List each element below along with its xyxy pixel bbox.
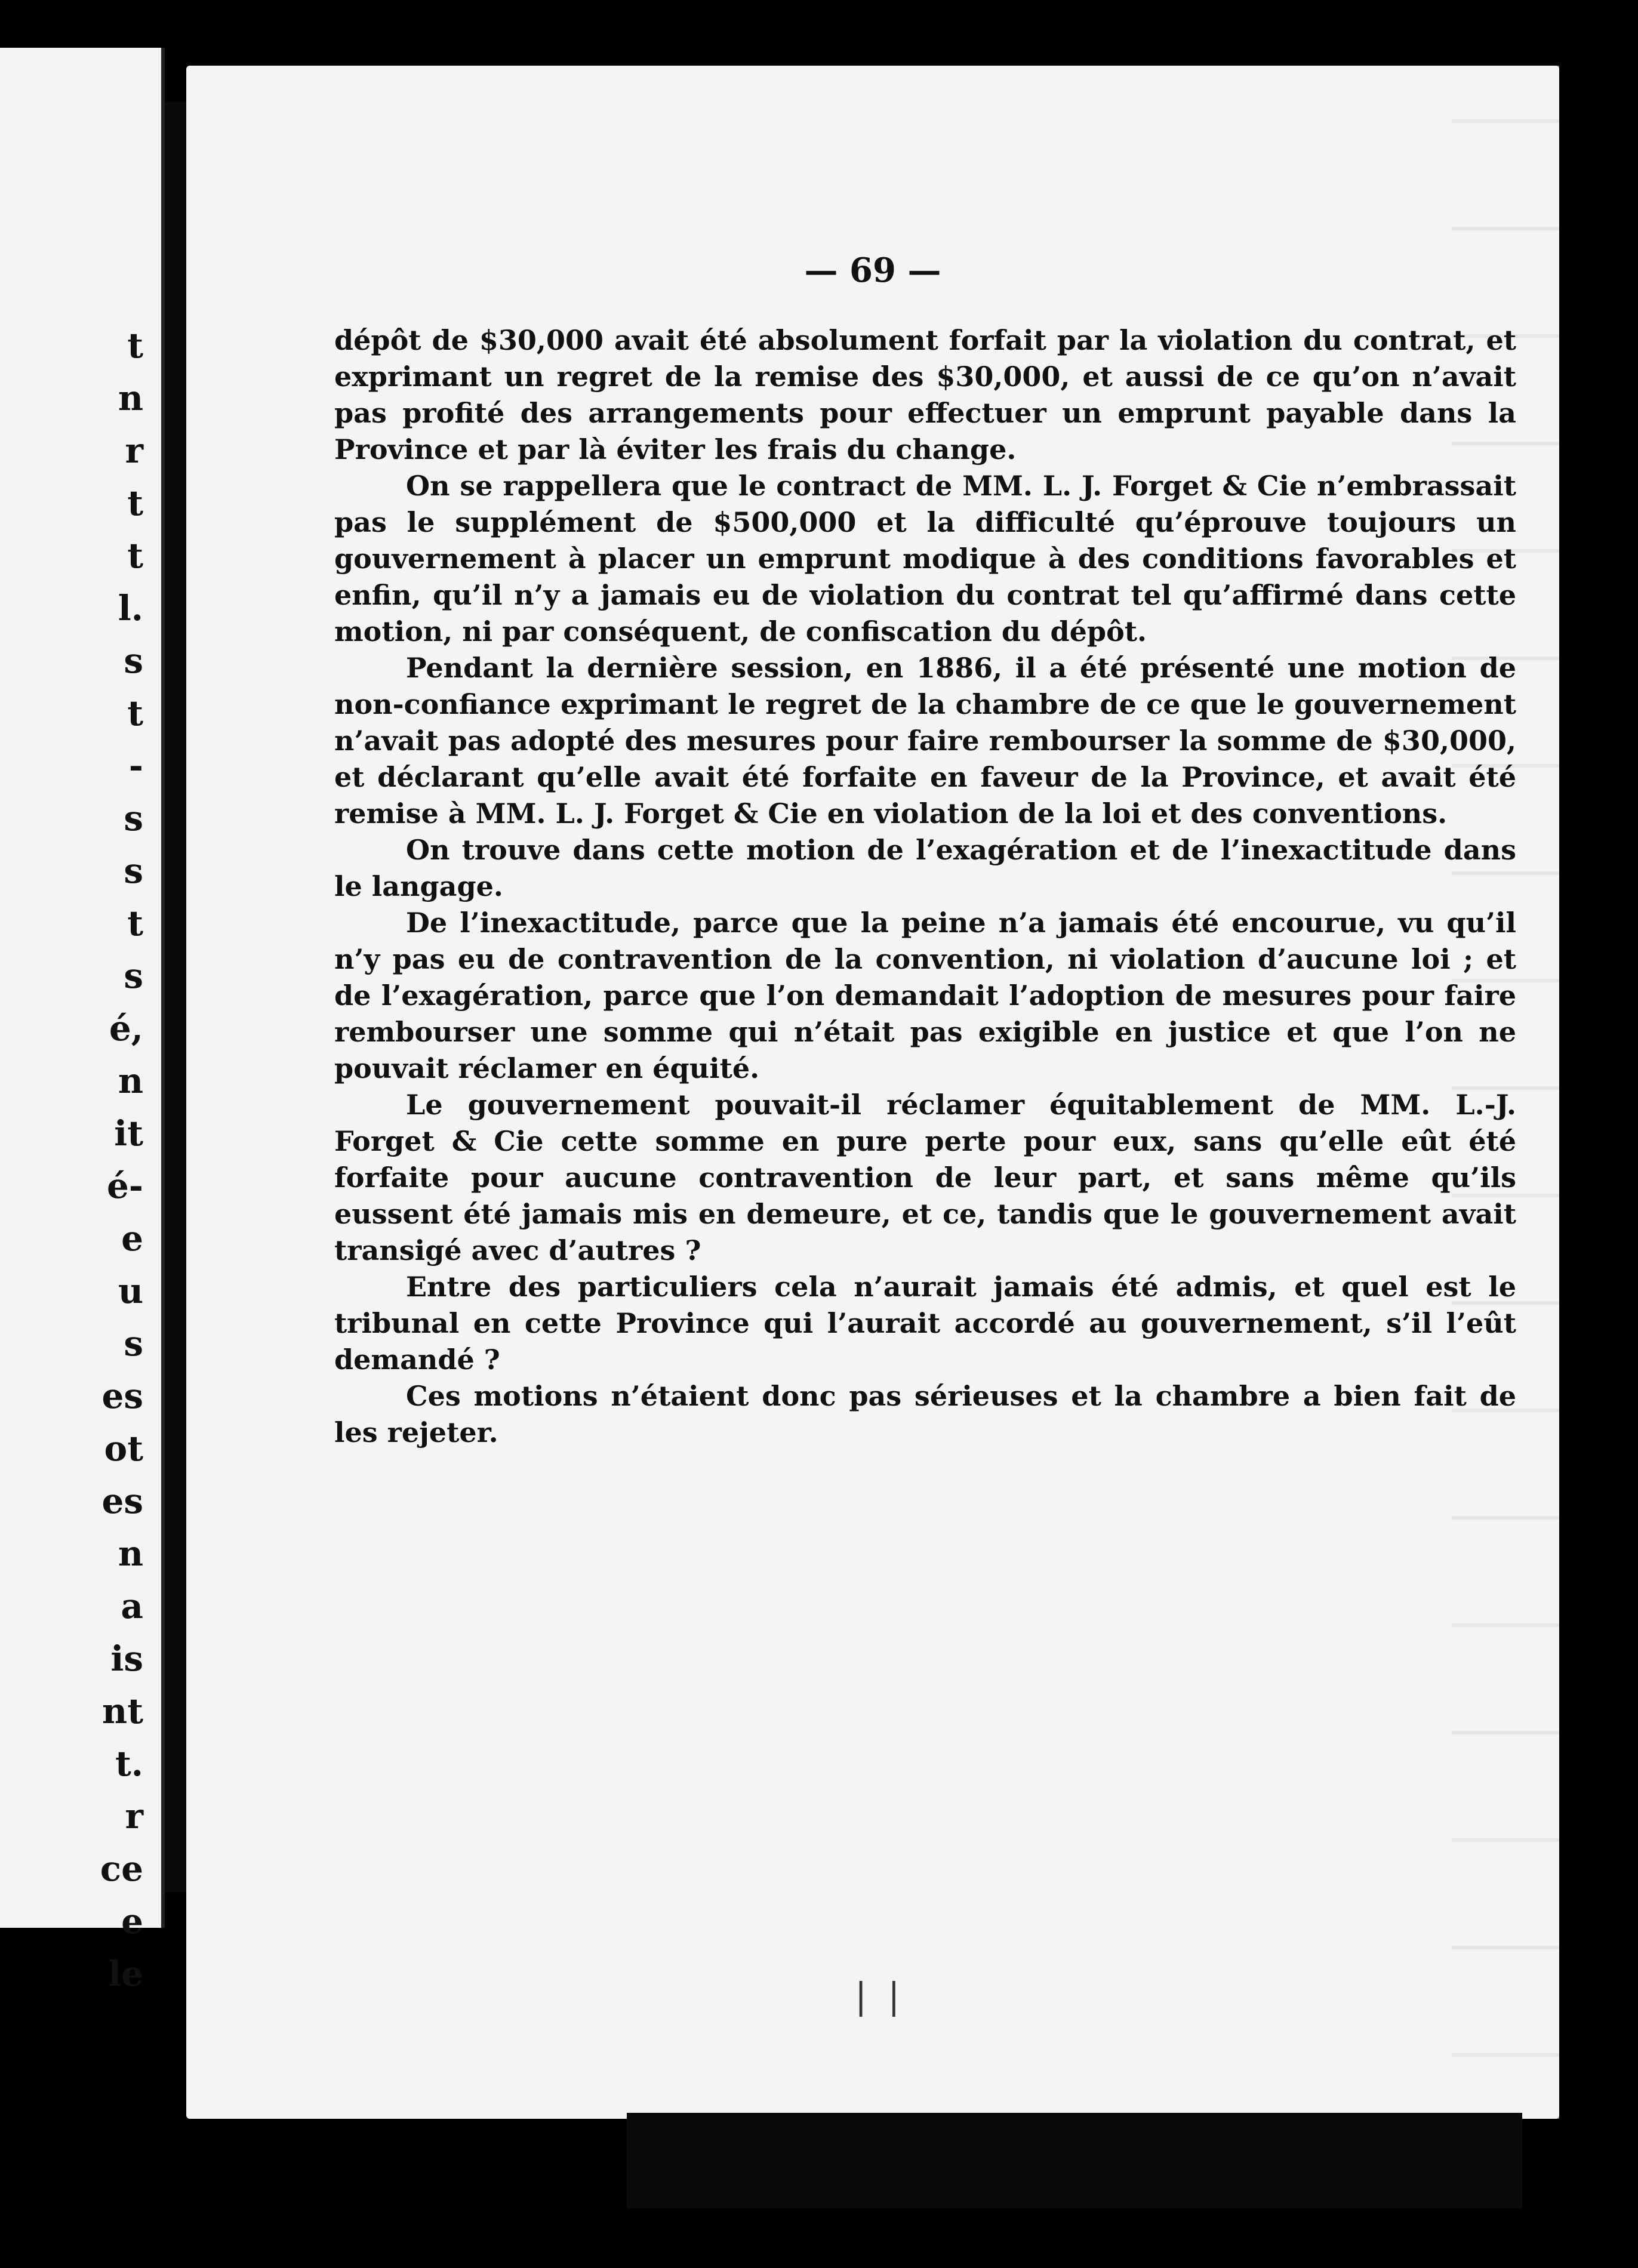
- facing-page-char: s: [124, 850, 143, 891]
- facing-page-edge: [0, 48, 165, 1994]
- facing-page-char: n: [118, 378, 143, 418]
- facing-page-char: a: [121, 1586, 143, 1626]
- facing-page-char: t: [127, 325, 143, 366]
- paragraph: On se rappellera que le contract de MM. L. J. Forget & Cie n’embrassait pas le supplément de $500,000 et la difficulté qu’éprouve toujours un gouvernement à placer un emprunt modique à des conditions favorables et enfin, qu’il n’y a jamais eu de violation du contrat tel qu’affirmé dans cette motion, ni par conséquent, de confiscation du dépôt.: [334, 470, 1516, 648]
- paragraph: Le gouvernement pouvait-il réclamer équitablement de MM. L.-J. Forget & Cie cette somme en pure perte pour eux, sans qu’elle eût été forfaite pour aucune contravention de leur part, et sans même qu’ils eussent été jamais mis en demeure, et ce, tandis que le gouvernement avait transigé avec d’autres ?: [334, 1089, 1516, 1266]
- ink-mark: | |: [855, 1976, 905, 2017]
- facing-page-char: es: [101, 1376, 143, 1416]
- facing-page-char: n: [118, 1533, 143, 1574]
- page-curl-shadow: [627, 2113, 1522, 2208]
- paragraph: De l’inexactitude, parce que la peine n’a jamais été encourue, vu qu’il n’y pas eu de contravention de la convention, ni violation d’aucune loi ; et de l’exagération, parce que l’on demandait l’adoption de mesures pour faire rembourser une somme qui n’était pas exigible en justice et que l’on ne pouvait réclamer en équité.: [334, 907, 1516, 1084]
- facing-page-char: e: [121, 1218, 143, 1259]
- facing-page-char: t: [127, 693, 143, 734]
- facing-page-char: ot: [104, 1428, 143, 1469]
- paragraph: Entre des particuliers cela n’aurait jamais été admis, et quel est le tribunal en cette Province qui l’aurait accordé au gouvernement, s’il l’eût demandé ?: [334, 1271, 1516, 1376]
- facing-page-char: s: [124, 956, 143, 996]
- facing-page-char: -: [128, 745, 143, 786]
- gutter-shadow: [165, 101, 186, 1892]
- facing-page-char: t: [127, 535, 143, 576]
- facing-page-char: s: [124, 640, 143, 681]
- facing-page-char: t: [127, 483, 143, 523]
- page-number: — 69 —: [804, 251, 941, 290]
- facing-page-char: ce: [100, 1848, 143, 1889]
- facing-page-char: n: [118, 1061, 143, 1101]
- body-text: [334, 322, 1516, 1451]
- facing-page-char: u: [118, 1271, 143, 1311]
- paragraph: Pendant la dernière session, en 1886, il a été présenté une motion de non-confiance exprimant le regret de la chambre de ce que le gouvernement n’avait pas adopté des mesures pour faire rembourser la somme de $30,000, et déclarant qu’elle avait été forfaite en faveur de la Province, et avait été remise à MM. L. J. Forget & Cie en violation de la loi et des conventions.: [334, 652, 1516, 830]
- facing-page-char: r: [125, 430, 143, 471]
- facing-page-char: l.: [118, 588, 143, 628]
- facing-page-char: le: [108, 1953, 143, 1994]
- paragraph: Ces motions n’étaient donc pas sérieuses et la chambre a bien fait de les rejeter.: [334, 1380, 1516, 1449]
- facing-page-char: is: [110, 1638, 143, 1679]
- page: [186, 66, 1559, 2119]
- facing-page-char: t: [127, 903, 143, 944]
- facing-page-char: es: [101, 1481, 143, 1521]
- facing-page-char: é,: [109, 1008, 143, 1049]
- facing-page-char: é-: [107, 1166, 143, 1206]
- facing-page-char: it: [114, 1113, 143, 1154]
- paragraph: dépôt de $30,000 avait été absolument forfait par la violation du contrat, et exprimant un regret de la remise des $30,000, et aussi de ce qu’on n’avait pas profité des arrangements pour effectuer un emprunt payable dans la Province et par là éviter les frais du change.: [334, 324, 1516, 466]
- facing-page-char: nt: [102, 1691, 143, 1731]
- facing-page-char: s: [124, 1323, 143, 1364]
- paragraph: On trouve dans cette motion de l’exagération et de l’inexactitude dans le langage.: [334, 834, 1516, 902]
- facing-page-char: t.: [115, 1743, 143, 1784]
- facing-page-char: s: [124, 798, 143, 839]
- facing-page-char: e: [121, 1901, 143, 1942]
- facing-page-char: r: [125, 1796, 143, 1836]
